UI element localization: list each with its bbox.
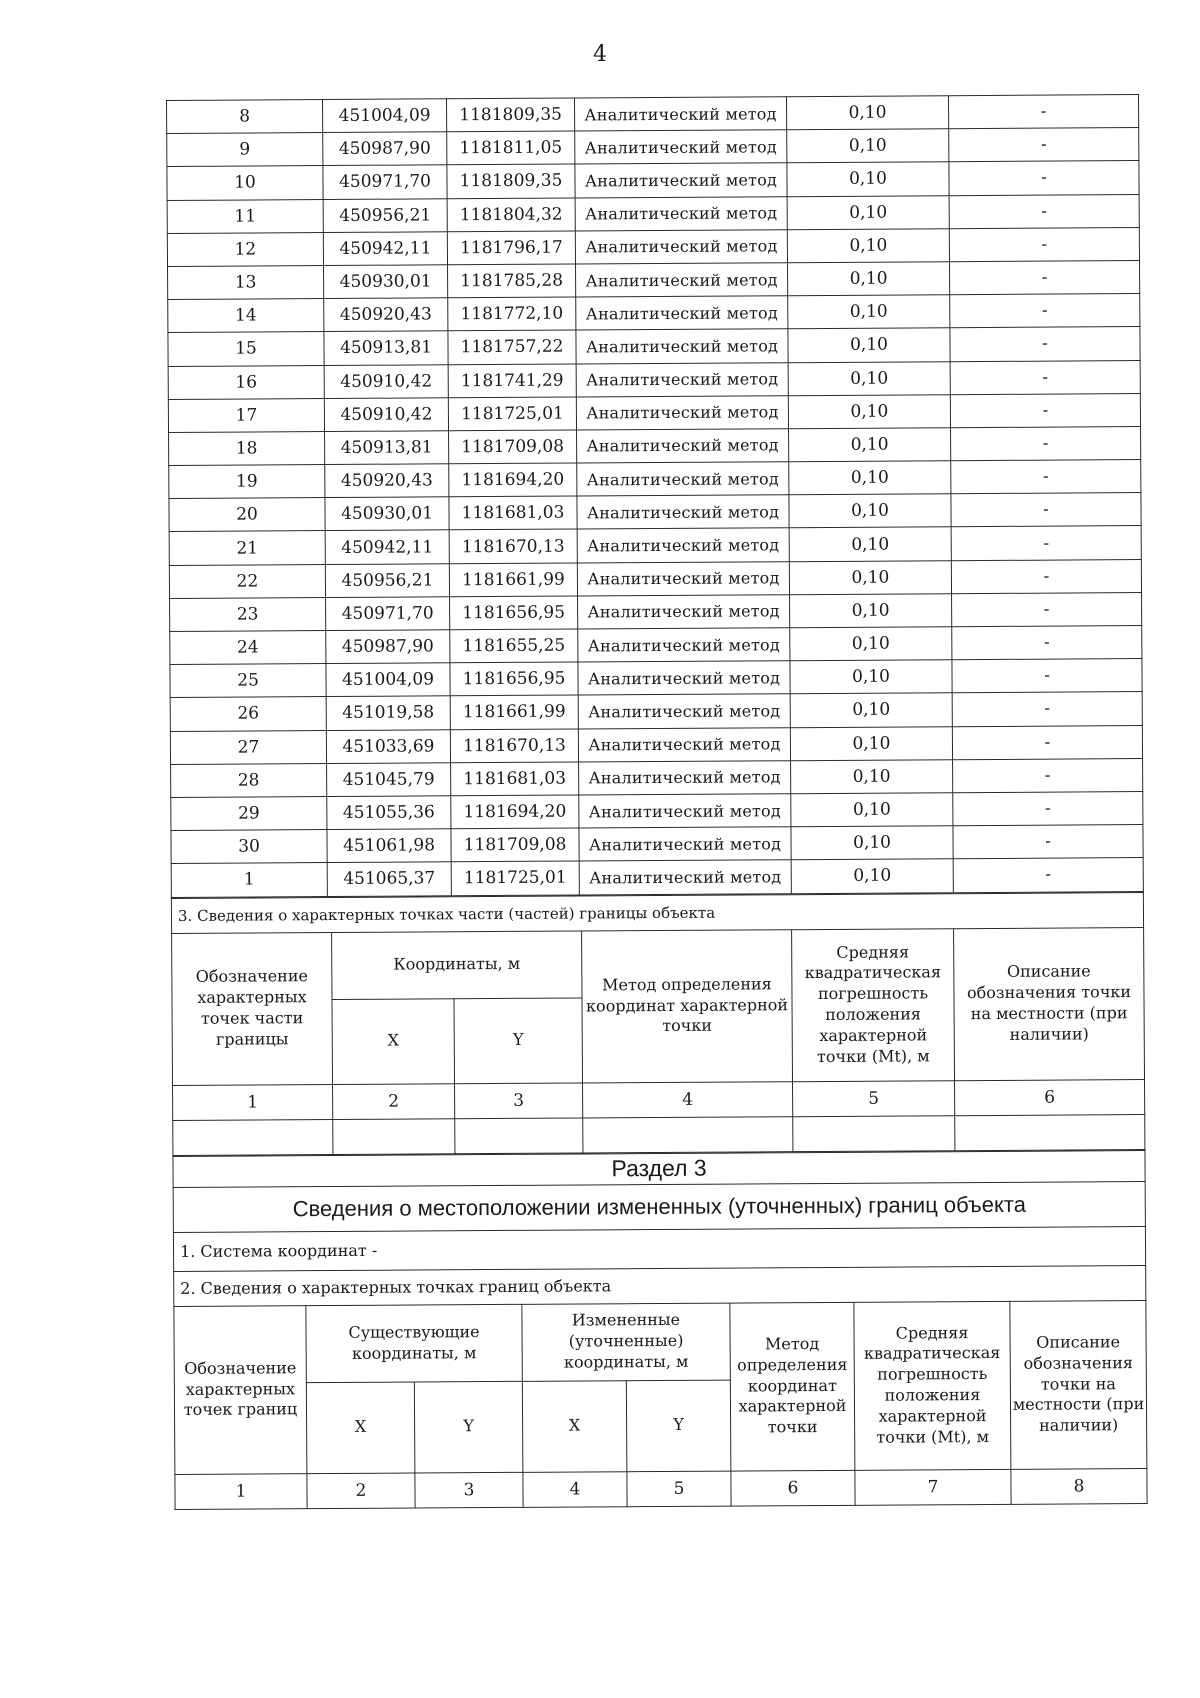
section3-table [172, 1150, 1147, 1510]
coord-x-cell: 450956,21 [323, 198, 447, 232]
coord-y-cell: 1181725,01 [448, 397, 576, 431]
column-number: 2 [333, 1083, 455, 1119]
point-number-cell: 14 [168, 299, 324, 333]
method-cell: Аналитический метод [578, 694, 790, 728]
mean-error-cell: 0,10 [788, 262, 950, 296]
coord-x-cell: 450956,21 [325, 563, 449, 597]
column-number: 4 [523, 1471, 627, 1507]
coordinate-system-line: 1. Система координат - [173, 1226, 1145, 1271]
point-number-cell: 24 [170, 631, 326, 665]
coord-x-cell: 451004,09 [323, 99, 447, 133]
s3-col-changed-x: X [522, 1380, 627, 1472]
point-number-cell: 19 [169, 465, 325, 499]
coord-y-cell: 1181694,20 [451, 795, 579, 829]
method-cell: Аналитический метод [577, 561, 789, 595]
coord-y-cell: 1181656,95 [450, 596, 578, 630]
coord-y-cell: 1181681,03 [451, 762, 579, 796]
s3-col-existing: Существующие координаты, м [306, 1304, 522, 1382]
method-cell: Аналитический метод [576, 362, 788, 396]
mean-error-cell: 0,10 [789, 560, 951, 594]
description-cell: - [949, 161, 1139, 195]
column-number: 5 [793, 1080, 955, 1116]
description-cell: - [950, 360, 1140, 394]
method-cell: Аналитический метод [575, 229, 787, 263]
s3-col-existing-x: X [306, 1382, 415, 1474]
mean-error-cell: 0,10 [788, 361, 950, 395]
coord-y-cell: 1181796,17 [447, 231, 575, 265]
coord-x-cell: 450987,90 [323, 132, 447, 166]
coord-y-cell: 1181670,13 [449, 529, 577, 563]
section3-points-title: 2. Сведения о характерных точках границ объекта [174, 1265, 1146, 1306]
point-number-cell: 27 [170, 730, 326, 764]
coord-y-cell: 1181725,01 [451, 861, 579, 895]
coord-y-cell: 1181670,13 [450, 729, 578, 763]
coord-y-cell: 1181709,08 [451, 828, 579, 862]
method-cell: Аналитический метод [579, 827, 791, 861]
coord-x-cell: 451004,09 [326, 663, 450, 697]
coord-x-cell: 451019,58 [326, 696, 450, 730]
part-col-error: Средняя квадратическая погрешность положения характерной точки (Mt), м [792, 928, 955, 1081]
part-points-title: 3. Сведения о характерных точках части (частей) границы объекта [171, 892, 1143, 933]
mean-error-cell: 0,10 [790, 660, 952, 694]
point-number-cell: 28 [171, 763, 327, 797]
coord-x-cell: 450910,42 [324, 364, 448, 398]
mean-error-cell: 0,10 [790, 627, 952, 661]
coord-x-cell: 450920,43 [325, 464, 449, 498]
method-cell: Аналитический метод [577, 429, 789, 463]
column-number: 5 [627, 1471, 731, 1507]
description-cell: - [951, 559, 1141, 593]
description-cell: - [953, 758, 1143, 792]
point-number-cell: 20 [169, 498, 325, 532]
boundary-points-table [166, 94, 1144, 897]
mean-error-cell: 0,10 [790, 726, 952, 760]
mean-error-cell: 0,10 [787, 195, 949, 229]
coord-x-cell: 450942,11 [325, 530, 449, 564]
mean-error-cell: 0,10 [791, 793, 953, 827]
description-cell: - [950, 327, 1140, 361]
part-points-table [171, 892, 1146, 1156]
column-number: 1 [173, 1084, 333, 1120]
mean-error-cell: 0,10 [791, 826, 953, 860]
column-number: 3 [455, 1082, 583, 1118]
point-number-cell: 23 [170, 597, 326, 631]
method-cell: Аналитический метод [576, 263, 788, 297]
method-cell: Аналитический метод [579, 860, 791, 894]
method-cell: Аналитический метод [577, 462, 789, 496]
s3-col-method: Метод определения координат характерной точки [730, 1302, 855, 1471]
mean-error-cell: 0,10 [789, 494, 951, 528]
method-cell: Аналитический метод [576, 395, 788, 429]
coord-y-cell: 1181694,20 [449, 463, 577, 497]
column-number: 2 [307, 1473, 415, 1509]
coord-x-cell: 451045,79 [327, 763, 451, 797]
description-cell: - [953, 858, 1143, 892]
mean-error-cell: 0,10 [790, 693, 952, 727]
coord-x-cell: 450942,11 [323, 232, 447, 266]
description-cell: - [952, 725, 1142, 759]
part-column-numbers [173, 1079, 1145, 1120]
part-col-coordinates: Координаты, м [332, 930, 582, 999]
description-cell: - [950, 393, 1140, 427]
coord-y-cell: 1181804,32 [447, 198, 575, 232]
method-cell: Аналитический метод [578, 661, 790, 695]
point-number-cell: 18 [169, 431, 325, 465]
coord-y-cell: 1181681,03 [449, 496, 577, 530]
description-cell: - [949, 128, 1139, 162]
description-cell: - [951, 526, 1141, 560]
description-cell: - [948, 95, 1138, 129]
s3-col-changed-y: Y [626, 1380, 731, 1472]
description-cell: - [949, 227, 1139, 261]
column-number: 1 [175, 1473, 307, 1509]
part-col-designation: Обозначение характерных точек части границы [172, 932, 333, 1085]
method-cell: Аналитический метод [576, 329, 788, 363]
point-number-cell: 16 [168, 365, 324, 399]
coord-y-cell: 1181655,25 [450, 629, 578, 663]
part-col-y: Y [454, 997, 583, 1083]
coord-x-cell: 450971,70 [326, 597, 450, 631]
mean-error-cell: 0,10 [787, 129, 949, 163]
description-cell: - [951, 426, 1141, 460]
mean-error-cell: 0,10 [791, 759, 953, 793]
s3-col-error: Средняя квадратическая погрешность положения характерной точки (Mt), м [854, 1301, 1011, 1470]
coord-y-cell: 1181709,08 [449, 430, 577, 464]
description-cell: - [952, 626, 1142, 660]
s3-column-numbers [175, 1468, 1147, 1509]
description-cell: - [952, 659, 1142, 693]
method-cell: Аналитический метод [575, 163, 787, 197]
mean-error-cell: 0,10 [788, 295, 950, 329]
coord-y-cell: 1181741,29 [448, 363, 576, 397]
column-number: 6 [731, 1470, 855, 1506]
coord-y-cell: 1181809,35 [447, 164, 575, 198]
mean-error-cell: 0,10 [787, 228, 949, 262]
table-row [171, 858, 1143, 897]
mean-error-cell: 0,10 [788, 394, 950, 428]
coord-y-cell: 1181757,22 [448, 330, 576, 364]
point-number-cell: 26 [170, 697, 326, 731]
point-number-cell: 22 [169, 564, 325, 598]
coord-y-cell: 1181661,99 [449, 563, 577, 597]
description-cell: - [950, 260, 1140, 294]
point-number-cell: 1 [171, 863, 327, 897]
part-col-method: Метод определения координат характерной точки [582, 929, 793, 1082]
coord-x-cell: 450920,43 [324, 298, 448, 332]
mean-error-cell: 0,10 [790, 594, 952, 628]
point-number-cell: 8 [167, 100, 323, 134]
coord-y-cell: 1181661,99 [450, 695, 578, 729]
column-number: 8 [1011, 1468, 1147, 1504]
mean-error-cell: 0,10 [788, 328, 950, 362]
coord-x-cell: 450910,42 [324, 397, 448, 431]
point-number-cell: 21 [169, 531, 325, 565]
method-cell: Аналитический метод [578, 727, 790, 761]
coord-x-cell: 450930,01 [324, 265, 448, 299]
document-sheet [166, 94, 1147, 1509]
section3-label: Раздел 3 [173, 1150, 1145, 1187]
method-cell: Аналитический метод [579, 760, 791, 794]
coord-y-cell: 1181811,05 [447, 131, 575, 165]
s3-col-changed: Измененные (уточненные) координаты, м [522, 1303, 730, 1381]
mean-error-cell: 0,10 [791, 859, 953, 893]
coord-x-cell: 450971,70 [323, 165, 447, 199]
method-cell: Аналитический метод [578, 595, 790, 629]
coord-x-cell: 450987,90 [326, 630, 450, 664]
section3-title: Сведения о местоположении измененных (уточненных) границ объекта [173, 1181, 1145, 1232]
method-cell: Аналитический метод [577, 495, 789, 529]
coord-y-cell: 1181772,10 [448, 297, 576, 331]
mean-error-cell: 0,10 [789, 461, 951, 495]
coord-y-cell: 1181656,95 [450, 662, 578, 696]
coord-x-cell: 451055,36 [327, 796, 451, 830]
point-number-cell: 9 [167, 133, 323, 167]
description-cell: - [952, 692, 1142, 726]
point-number-cell: 12 [167, 232, 323, 266]
coord-x-cell: 451033,69 [326, 729, 450, 763]
column-number: 3 [415, 1472, 523, 1508]
coord-x-cell: 451065,37 [327, 862, 451, 896]
mean-error-cell: 0,10 [787, 162, 949, 196]
coord-y-cell: 1181785,28 [448, 264, 576, 298]
s3-col-description: Описание обозначения точки на местности (при наличии) [1010, 1300, 1147, 1469]
point-number-cell: 10 [167, 166, 323, 200]
description-cell: - [950, 294, 1140, 328]
coord-x-cell: 451061,98 [327, 829, 451, 863]
point-number-cell: 25 [170, 664, 326, 698]
part-col-x: X [332, 998, 455, 1084]
point-number-cell: 13 [168, 265, 324, 299]
point-number-cell: 17 [168, 398, 324, 432]
description-cell: - [953, 791, 1143, 825]
column-number: 7 [855, 1469, 1011, 1505]
method-cell: Аналитический метод [578, 628, 790, 662]
description-cell: - [951, 460, 1141, 494]
s3-col-designation: Обозначение характерных точек границ [174, 1305, 307, 1474]
method-cell: Аналитический метод [576, 296, 788, 330]
description-cell: - [949, 194, 1139, 228]
description-cell: - [953, 825, 1143, 859]
method-cell: Аналитический метод [577, 528, 789, 562]
coord-x-cell: 450913,81 [325, 431, 449, 465]
description-cell: - [952, 592, 1142, 626]
page-number: 4 [593, 42, 607, 67]
coord-y-cell: 1181809,35 [446, 98, 574, 132]
s3-col-existing-y: Y [414, 1381, 523, 1473]
point-number-cell: 30 [171, 830, 327, 864]
coord-x-cell: 450930,01 [325, 497, 449, 531]
point-number-cell: 11 [167, 199, 323, 233]
mean-error-cell: 0,10 [789, 527, 951, 561]
point-number-cell: 15 [168, 332, 324, 366]
column-number: 6 [955, 1079, 1145, 1115]
part-col-description: Описание обозначения точки на местности (при наличии) [954, 927, 1145, 1080]
description-cell: - [951, 493, 1141, 527]
method-cell: Аналитический метод [579, 794, 791, 828]
mean-error-cell: 0,10 [789, 428, 951, 462]
coord-x-cell: 450913,81 [324, 331, 448, 365]
point-number-cell: 29 [171, 796, 327, 830]
method-cell: Аналитический метод [575, 196, 787, 230]
mean-error-cell: 0,10 [786, 96, 948, 130]
method-cell: Аналитический метод [574, 97, 786, 131]
column-number: 4 [583, 1081, 793, 1117]
part-empty-row [173, 1114, 1145, 1155]
method-cell: Аналитический метод [575, 130, 787, 164]
